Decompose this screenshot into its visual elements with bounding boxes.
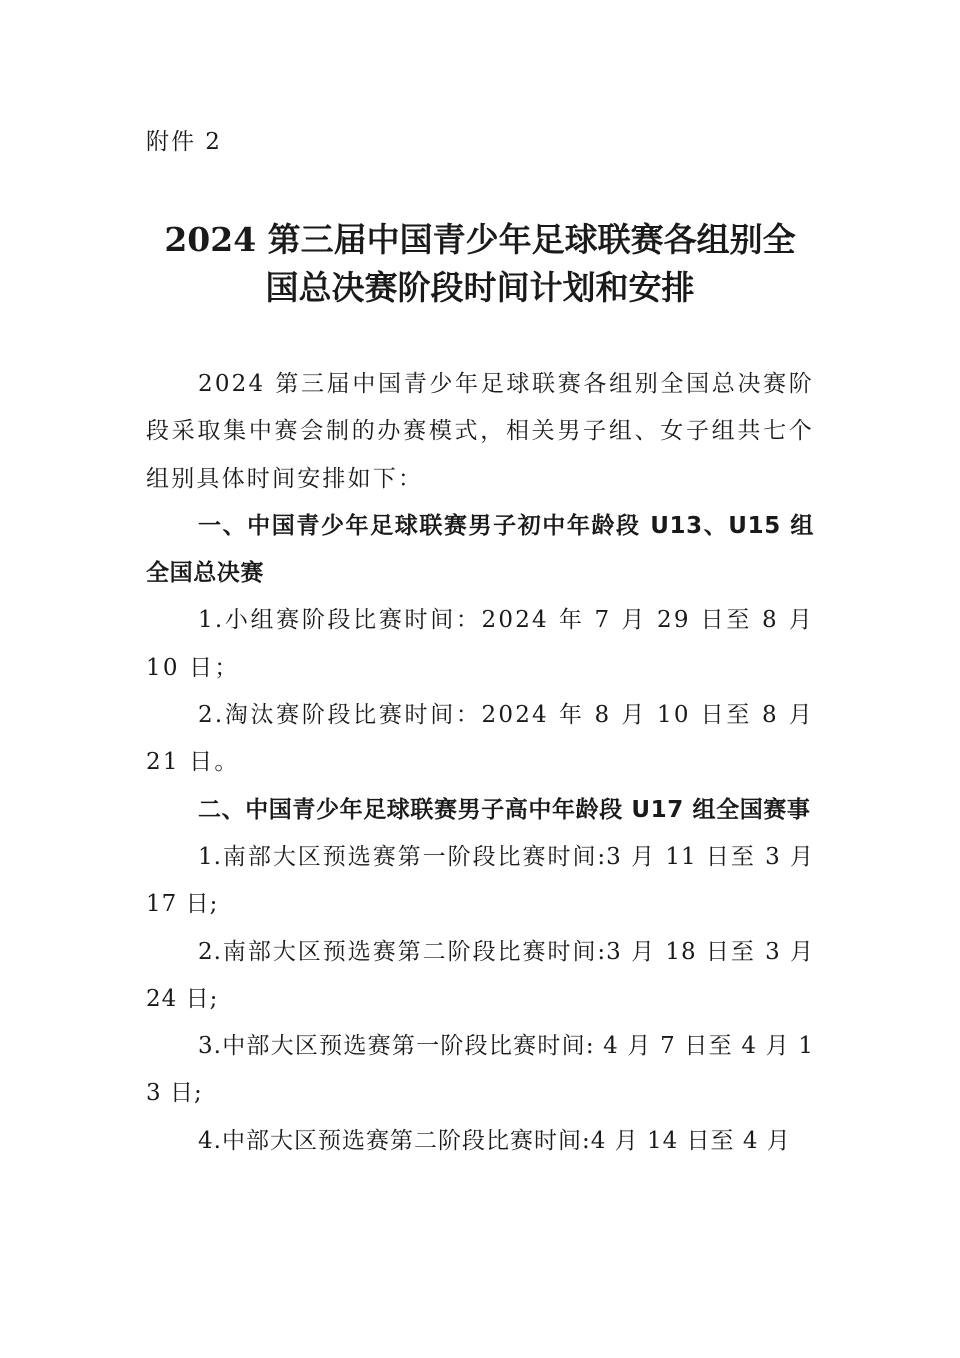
section-2-item-2: 2.南部大区预选赛第二阶段比赛时间:3 月 18 日至 3 月 24 日; xyxy=(146,938,814,1012)
document-title xyxy=(120,216,840,312)
section-1-heading: 一、中国青少年足球联赛男子初中年龄段 U13、U15 组全国总决赛 xyxy=(146,512,814,587)
document-body xyxy=(146,361,814,1165)
title-line-1: 2024 第三届中国青少年足球联赛各组别全 xyxy=(164,220,796,259)
section-2-heading: 二、中国青少年足球联赛男子高中年龄段 U17 组全国赛事 xyxy=(198,796,811,823)
attachment-label: 附件 2 xyxy=(146,129,222,155)
section-1-item-2: 2.淘汰赛阶段比赛时间：2024 年 8 月 10 日至 8 月 21 日。 xyxy=(146,702,814,776)
title-line-2: 国总决赛阶段时间计划和安排 xyxy=(265,268,695,307)
section-2-item-3: 3.中部大区预选赛第一阶段比赛时间: 4 月 7 日至 4 月 13 日; xyxy=(146,1033,814,1107)
intro-paragraph: 2024 第三届中国青少年足球联赛各组别全国总决赛阶段采取集中赛会制的办赛模式，相关男子组、女子组共七个组别具体时间安排如下： xyxy=(146,371,814,492)
section-2-item-4: 4.中部大区预选赛第二阶段比赛时间:4 月 14 日至 4 月 xyxy=(198,1127,791,1154)
section-1-item-1: 1.小组赛阶段比赛时间：2024 年 7 月 29 日至 8 月 10 日； xyxy=(146,607,814,681)
section-2-item-1: 1.南部大区预选赛第一阶段比赛时间:3 月 11 日至 3 月 17 日; xyxy=(146,843,814,918)
